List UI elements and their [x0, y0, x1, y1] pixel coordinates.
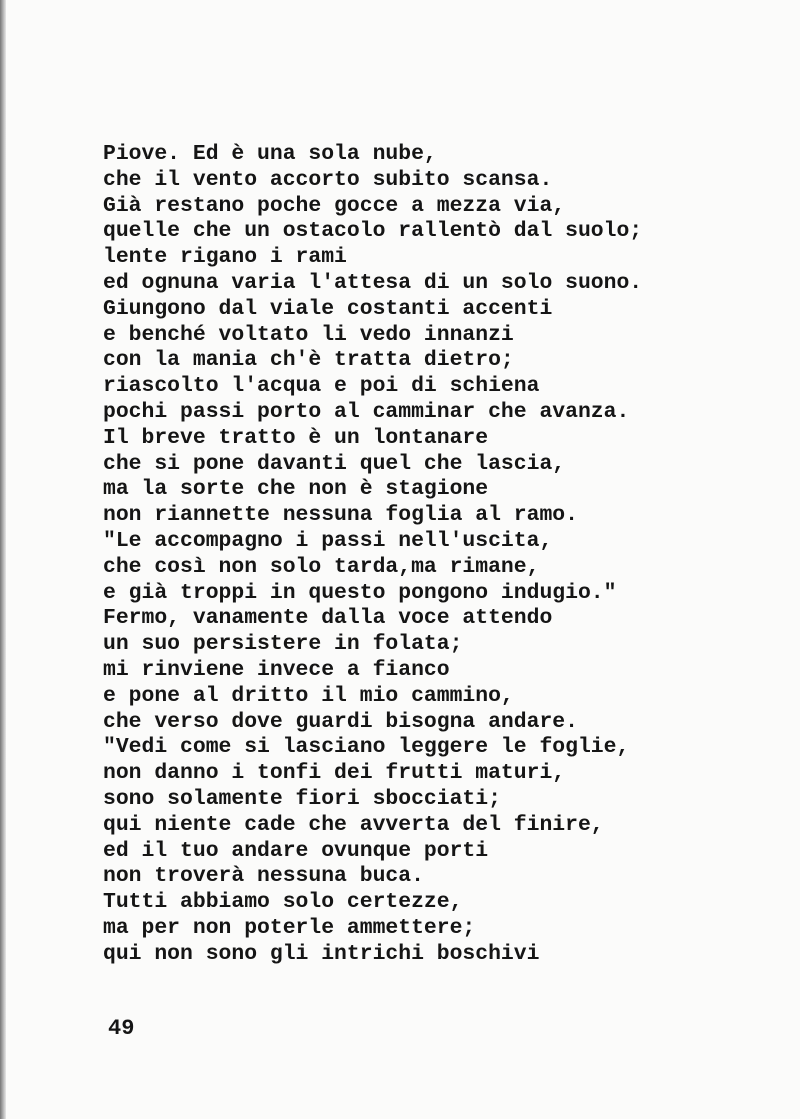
- poem-line: sono solamente fiori sbocciati;: [103, 786, 501, 811]
- poem-line: non danno i tonfi dei frutti maturi,: [103, 761, 566, 786]
- poem-line: Piove. Ed è una sola nube,: [103, 142, 437, 166]
- page-edge-shadow: [0, 0, 6, 1119]
- poem-line: che verso dove guardi bisogna andare.: [103, 709, 578, 734]
- poem-line: ma la sorte che non è stagione: [103, 477, 489, 502]
- poem-line: Giungono dal viale costanti accenti: [103, 296, 553, 321]
- poem-line: ed ognuna varia l'attesa di un solo suono.: [103, 270, 643, 295]
- poem-line: Tutti abbiamo solo certezze,: [103, 890, 463, 915]
- poem-line: quelle che un ostacolo rallentò dal suolo;: [103, 219, 643, 244]
- poem-line: qui non sono gli intrichi boschivi: [103, 941, 540, 966]
- poem-line: riascolto l'acqua e poi di schiena: [103, 374, 540, 399]
- poem-line: qui niente cade che avverta del finire,: [103, 812, 604, 837]
- poem-line: non troverà nessuna buca.: [103, 864, 424, 889]
- poem-line: "Vedi come si lasciano leggere le foglie,: [103, 735, 630, 760]
- poem-line: un suo persistere in folata;: [103, 632, 463, 657]
- poem-line: pochi passi porto al camminar che avanza.: [103, 399, 630, 424]
- poem-text: [103, 142, 642, 968]
- poem-line: che così non solo tarda,ma rimane,: [103, 554, 540, 579]
- poem-line: ed il tuo andare ovunque porti: [103, 838, 489, 863]
- poem-line: e benché voltato li vedo innanzi: [103, 322, 514, 347]
- poem-line: che si pone davanti quel che lascia,: [103, 451, 566, 476]
- page-number: 49: [108, 1016, 135, 1041]
- poem-line: mi rinviene invece a fianco: [103, 657, 450, 682]
- poem-line: non riannette nessuna foglia al ramo.: [103, 503, 578, 528]
- poem-line: Già restano poche gocce a mezza via,: [103, 193, 566, 218]
- poem-line: ma per non poterle ammettere;: [103, 915, 476, 940]
- poem-line: Il breve tratto è un lontanare: [103, 425, 489, 450]
- poem-line: e già troppi in questo pongono indugio.": [103, 580, 617, 605]
- poem-line: che il vento accorto subito scansa.: [103, 167, 553, 192]
- poem-line: lente rigano i rami: [103, 245, 347, 270]
- poem-line: Fermo, vanamente dalla voce attendo: [103, 606, 553, 631]
- poem-line: e pone al dritto il mio cammino,: [103, 683, 514, 708]
- poem-line: con la mania ch'è tratta dietro;: [103, 348, 514, 373]
- poem-line: "Le accompagno i passi nell'uscita,: [103, 528, 553, 553]
